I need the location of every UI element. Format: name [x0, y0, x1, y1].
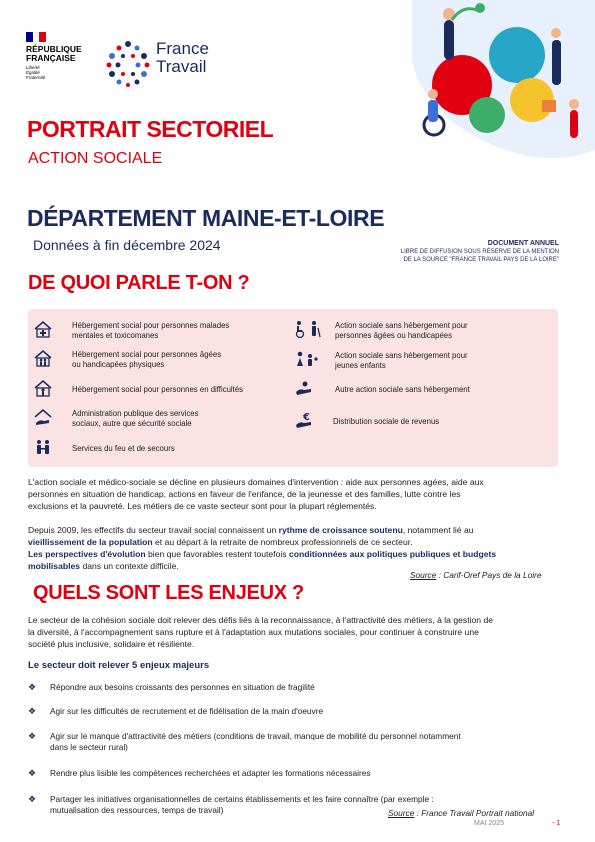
republique-name: RÉPUBLIQUE FRANÇAISE — [26, 44, 82, 63]
diamond-bullet-icon: ❖ — [28, 794, 37, 804]
french-flag-icon — [26, 32, 46, 42]
activity-item: Administration publique des services sociaux, autre que sécurité sociale — [72, 409, 199, 428]
department-title: DÉPARTEMENT MAINE-ET-LOIRE — [27, 205, 385, 231]
enjeux-lead: Le secteur doit relever 5 enjeux majeurs — [28, 660, 210, 671]
page-title: PORTRAIT SECTORIEL — [27, 116, 274, 142]
elderly-house-icon — [34, 349, 52, 367]
france-travail-name: France Travail — [156, 39, 209, 76]
disability-elderly-icon — [293, 320, 323, 338]
page-subtitle: ACTION SOCIALE — [28, 150, 163, 167]
administration-hand-icon — [34, 408, 52, 426]
data-date: Données à fin décembre 2024 — [33, 237, 221, 253]
diamond-bullet-icon: ❖ — [28, 768, 37, 778]
document-notice: DOCUMENT ANNUEL LIBRE DE DIFFUSION SOUS RÉSERVE DE LA MENTION DE LA SOURCE "FRANCE TRAVAIL PAYS DE LA LOIRE" — [400, 240, 559, 263]
medical-house-icon — [34, 320, 52, 338]
section-heading-quoi: DE QUOI PARLE T-ON ? — [28, 272, 250, 294]
children-icon — [295, 350, 319, 368]
money-hand-icon — [295, 411, 313, 429]
section-heading-enjeux: QUELS SONT LES ENJEUX ? — [33, 582, 304, 604]
diamond-bullet-icon: ❖ — [28, 682, 37, 692]
diamond-bullet-icon: ❖ — [28, 731, 37, 741]
activity-item: Action sociale sans hébergement pour jeunes enfants — [335, 351, 468, 370]
france-travail-dots-icon — [103, 38, 153, 88]
footer-date: MAI 2025 — [474, 820, 504, 827]
activity-item: Autre action sociale sans hébergement — [335, 385, 470, 394]
intro-paragraph: L'action sociale et médico-sociale se décline en plusieurs domaines d'intervention : aide aux personnes agées, aide aux personnes en situation de handicap, actions en faveur de l'enfance, de la jeunesse et des familles, lutte contre les exclusions et la pauvreté. Les métiers de ce vaste secteur sont pour la plupart réglementés. — [28, 477, 484, 511]
page-number: - 1 — [552, 820, 561, 827]
activity-item: Hébergement social pour personnes âgées ou handicapées physiques — [72, 350, 222, 369]
devise: Liberté Égalité Fraternité — [26, 65, 46, 80]
rescue-people-icon — [34, 438, 52, 456]
helping-hand-icon — [295, 379, 313, 397]
activity-item: Action sociale sans hébergement pour personnes âgées ou handicapées — [335, 321, 468, 340]
activity-item: Hébergement social pour personnes en difficultés — [72, 385, 244, 394]
activity-item: Services du feu et de secours — [72, 444, 175, 453]
enjeux-intro: Le secteur de la cohésion sociale doit relever des défis liés à la reconnaissance, à l'attractivité des métiers, à la gestion de la diversité, à l'accompagnement sans rupture et à l'adaptation aux mutations sociales, pour continuer à construire une société plus inclusive, solidaire et résiliente. — [28, 615, 494, 649]
growth-paragraph: Depuis 2009, les effectifs du secteur travail social connaissent un rythme de croissance soutenu, notamment lié au vieillissement de la population et au départ à la retraite de nombreux professionnels de ce secteur. Les perspectives d'évolution bien que favorables restent toutefois conditionnées aux politiques publiques et budgets mobilisables dans un contexte difficile. — [28, 525, 497, 571]
source-carif-oref: Source : Carif-Oref Pays de la Loire — [410, 570, 542, 580]
republique-francaise-logo — [26, 32, 96, 80]
source-france-travail: Source : France Travail Portrait national — [388, 808, 535, 818]
activity-item: Distribution sociale de revenus — [333, 417, 440, 426]
teamwork-puzzle-illustration — [392, 0, 595, 160]
svg-text:€: € — [303, 412, 310, 423]
diamond-bullet-icon: ❖ — [28, 706, 37, 716]
activities-box — [28, 309, 558, 467]
activity-item: Hébergement social pour personnes malades mentales et toxicomanes — [72, 321, 230, 340]
france-travail-logo — [103, 38, 233, 88]
shelter-house-icon — [34, 379, 52, 397]
